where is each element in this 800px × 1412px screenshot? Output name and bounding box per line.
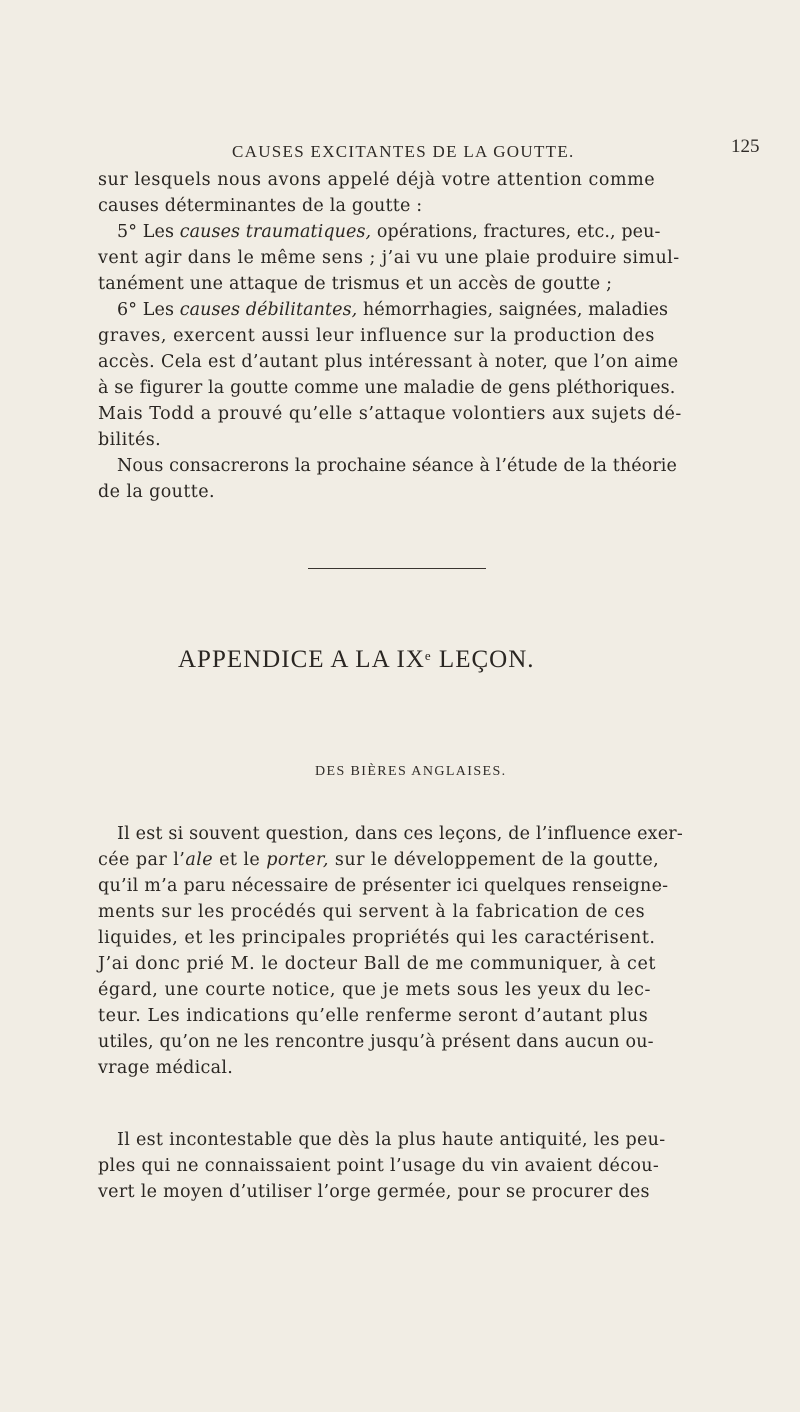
text-line: J’ai donc prié M. le docteur Ball de me communiquer, à cet	[98, 954, 657, 974]
text-line: Il est si souvent question, dans ces leçons, de l’influence exer-	[117, 824, 683, 844]
appendix-title-main: APPENDICE A LA IX	[178, 646, 425, 673]
text-line-mixed	[98, 848, 659, 872]
text-line: Nous consacrerons la prochaine séance à l’étude de la théorie	[117, 456, 677, 476]
appendix-title-end: LEÇON.	[438, 646, 535, 673]
text-span: cée par l’	[98, 850, 186, 870]
text-line: ples qui ne connaissaient point l’usage du vin avaient décou-	[98, 1156, 660, 1176]
text-line: vent agir dans le même sens ; j’ai vu une plaie produire simul-	[98, 248, 680, 268]
item-text: hémorrhagies, saignées, maladies	[362, 300, 669, 320]
text-line: de la goutte.	[98, 482, 215, 502]
text-line: égard, une courte notice, que je mets sous les yeux du lec-	[98, 980, 651, 1000]
text-line: liquides, et les principales propriétés qui les caractérisent.	[98, 928, 656, 948]
text-line: Mais Todd a prouvé qu’elle s’attaque volontiers aux sujets dé-	[98, 404, 682, 424]
text-line: vrage médical.	[98, 1058, 234, 1078]
text-line: causes déterminantes de la goutte :	[98, 196, 423, 216]
appendix-title	[178, 646, 535, 674]
text-line: accès. Cela est d’autant plus intéressant à noter, que l’on aime	[98, 352, 679, 372]
text-line: bilités.	[98, 430, 162, 450]
item-number: 6°	[117, 300, 138, 320]
text-line: à se figurer la goutte comme une maladie de gens pléthoriques.	[98, 378, 676, 398]
subheading: DES BIÈRES ANGLAISES.	[315, 764, 507, 779]
italic-term: porter,	[266, 850, 329, 870]
item-word: Les	[142, 222, 175, 242]
italic-term: ale	[185, 850, 214, 870]
list-item-6	[117, 298, 668, 322]
text-line: graves, exercent aussi leur influence sur la production des	[98, 326, 655, 346]
item-text: opérations, fractures, etc., peu-	[376, 222, 661, 242]
italic-term: causes traumatiques,	[179, 222, 372, 242]
page-number: 125	[731, 136, 760, 157]
item-number: 5°	[117, 222, 138, 242]
text-line: qu’il m’a paru nécessaire de présenter ici quelques renseigne-	[98, 876, 669, 896]
text-line: vert le moyen d’utiliser l’orge germée, pour se procurer des	[98, 1182, 650, 1202]
text-line: tanément une attaque de trismus et un accès de goutte ;	[98, 274, 613, 294]
text-span: sur le développement de la goutte,	[334, 850, 660, 870]
text-span: et le	[219, 850, 261, 870]
text-line: sur lesquels nous avons appelé déjà votre attention comme	[98, 170, 656, 190]
section-divider	[308, 568, 486, 569]
list-item-5	[117, 220, 660, 244]
running-title: CAUSES EXCITANTES DE LA GOUTTE.	[232, 142, 575, 161]
text-line: utiles, qu’on ne les rencontre jusqu’à présent dans aucun ou-	[98, 1032, 654, 1052]
text-line: ments sur les procédés qui servent à la fabrication de ces	[98, 902, 646, 922]
text-line: teur. Les indications qu’elle renferme seront d’autant plus	[98, 1006, 649, 1026]
item-word: Les	[142, 300, 175, 320]
italic-term: causes débilitantes,	[179, 300, 358, 320]
appendix-title-sup: e	[424, 648, 432, 663]
text-line: Il est incontestable que dès la plus haute antiquité, les peu-	[117, 1130, 666, 1150]
